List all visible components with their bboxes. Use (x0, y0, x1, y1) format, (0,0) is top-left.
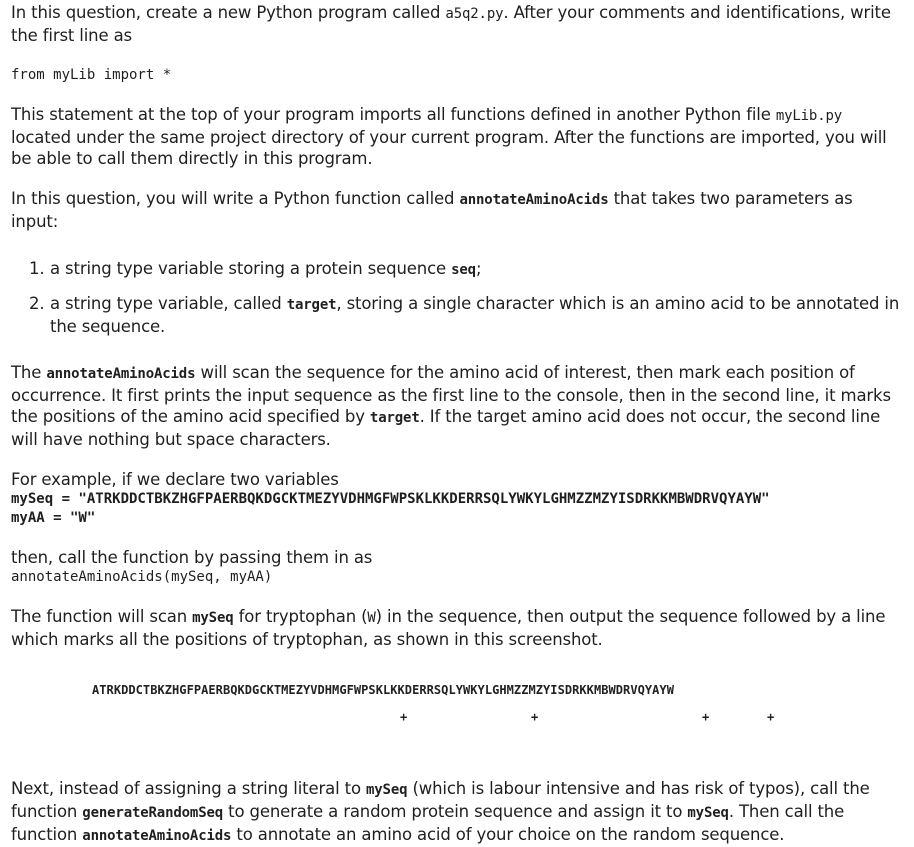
filename-mylib: myLib.py (775, 108, 843, 124)
tryptophan-marker: + (767, 710, 775, 724)
filename-a5q2: a5q2.py (445, 6, 504, 22)
list-item: 1. a string type variable storing a protein sequence seq; (29, 259, 482, 278)
import-explanation-paragraph: This statement at the top of your program imports all functions defined in another Python file myLib.py located under the same project directory of your current program. After the functions are imported, you will be able to call them directly in this program. (11, 105, 887, 168)
example-paragraph: For example, if we declare two variables (11, 470, 339, 489)
function-intro-paragraph: In this question, you will write a Python function called annotateAminoAcids that takes two parameters as input: (11, 189, 853, 231)
tryptophan-marker: + (400, 710, 408, 724)
function-name: annotateAminoAcids (459, 192, 609, 208)
scan-paragraph: The function will scan mySeq for tryptophan (W) in the sequence, then output the sequence followed by a line which marks all the positions of tryptophan, as shown in this screenshot. (11, 607, 886, 649)
parameter-list (11, 258, 904, 337)
document-body (11, 2, 904, 847)
myaa-declaration: myAA = "W" (11, 510, 96, 526)
import-statement: from myLib import * (11, 67, 172, 83)
myseq-declaration: mySeq = "ATRKDDCTBKZHGFPAERBQKDGCKTMEZYVDHMGFWPSKLKKDERRSQLYWKYLGHMZZMZYISDRKKMBWDRVQYAYW" (11, 491, 770, 507)
sequence-output-line: ATRKDDCTBKZHGFPAERBQKDGCKTMEZYVDHMGFWPSKLKKDERRSQLYWKYLGHMZZMZYISDRKKMBWDRVQYAYW (92, 683, 674, 697)
behaviour-paragraph: The annotateAminoAcids will scan the sequence for the amino acid of interest, then mark each position of occurrence. It first prints the input sequence as the first line to the console, then in the second line, it marks the positions of the amino acid specified by target. If the target amino acid does not occur, the second line will have nothing but space characters. (11, 363, 891, 449)
list-item: 2. a string type variable, called target, storing a single character which is an amino acid to be annotated in the sequence. (29, 294, 900, 336)
tryptophan-marker: + (702, 710, 710, 724)
call-paragraph: then, call the function by passing them in as (11, 548, 373, 567)
intro-paragraph: In this question, create a new Python program called a5q2.py. After your comments and identifications, write the first line as (11, 3, 891, 45)
console-output-screenshot (11, 683, 904, 743)
function-call: annotateAminoAcids(mySeq, myAA) (11, 569, 273, 585)
next-step-paragraph: Next, instead of assigning a string literal to mySeq (which is labour intensive and has risk of typos), call the function generateRandomSeq to generate a random protein sequence and assign it to mySeq. Then call the function annotateAminoAcids to annotate an amino acid of your choice on the random sequence. (11, 779, 870, 844)
tryptophan-marker: + (531, 710, 539, 724)
